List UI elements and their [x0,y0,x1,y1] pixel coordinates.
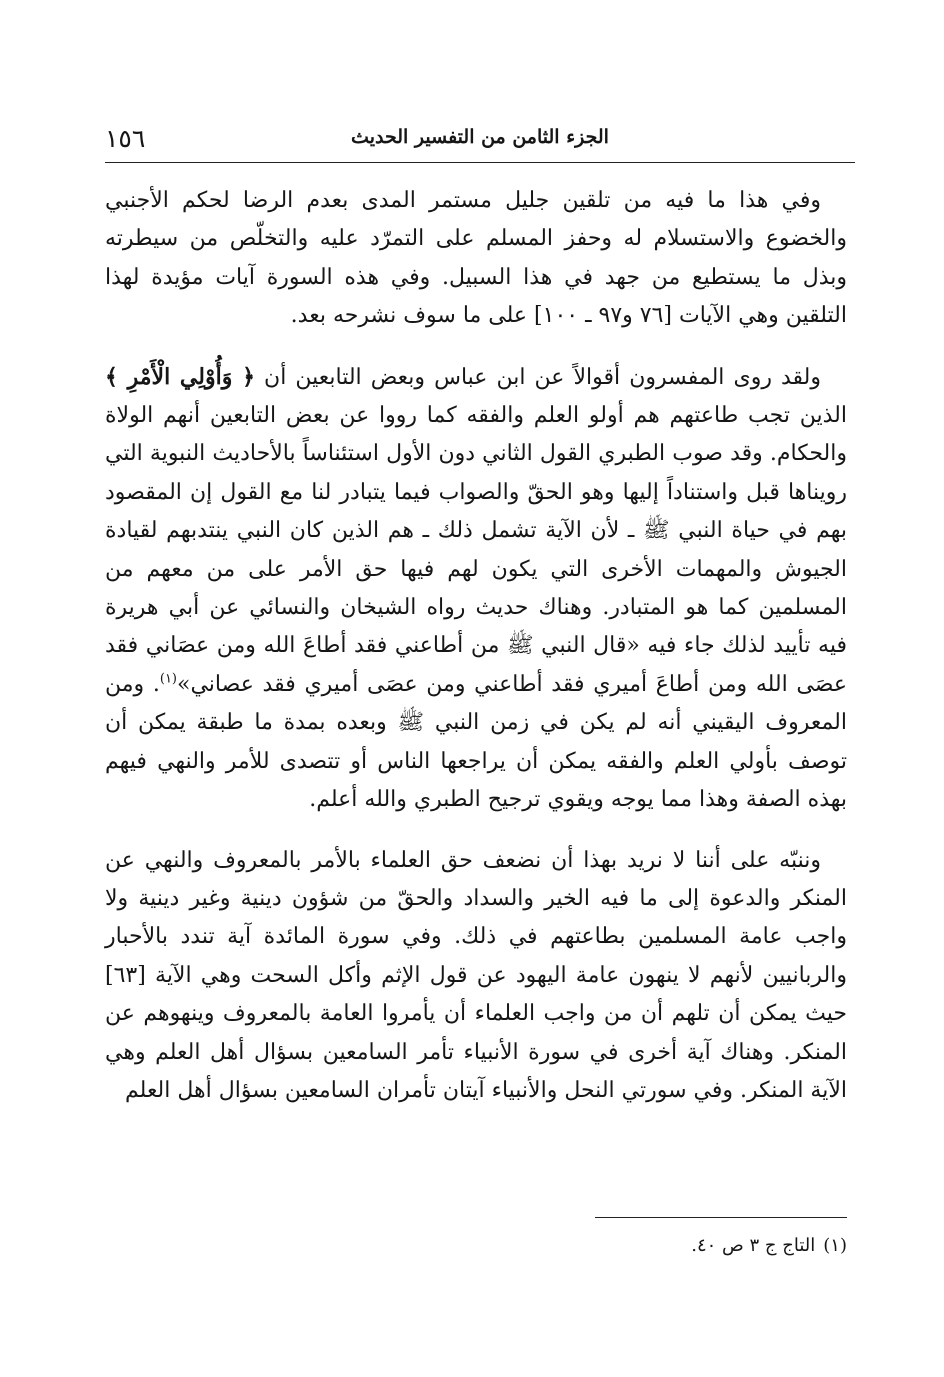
paragraph-2-part-2: الذين تجب طاعتهم هم أولو العلم والفقه كما رووا عن بعض التابعين أنهم الولاة والحكام. وقد صوب الطبري القول الثاني دون الأول استئناساً بالأحاديث النبوية التي رويناها قبل واستناداً إليها وهو الحقّ والصواب فيما يتبادر لنا مع القول إن المقصود بهم في حياة النبي ﷺ ـ لأن الآية تشمل ذلك ـ هم الذين كان النبي ينتدبهم لقيادة الجيوش والمهمات الأخرى التي يكون لهم فيها حق الأمر على من معهم من المسلمين كما هو المتبادر. وهناك حديث رواه الشيخان والنسائي عن أبي هريرة فيه تأييد لذلك جاء فيه «قال النبي ﷺ من أطاعني فقد أطاعَ الله ومن عصَاني فقد عصَى الله ومن أطاعَ أميري فقد أطاعني ومن عصَى أميري فقد عصاني» [105,403,848,697]
main-text [105,182,847,1110]
page-header [105,120,855,164]
paragraph-2-part-1: ولقد روى المفسرون أقوالاً عن ابن عباس وبعض التابعين أن [264,364,822,390]
footnote-item [420,1232,847,1260]
paragraph-2 [105,358,847,820]
running-title: الجزء الثامن من التفسير الحديث [351,126,609,148]
footnotes [420,1232,847,1260]
paragraph-3: وننبّه على أننا لا نريد بهذا أن نضعف حق العلماء بالأمر بالمعروف والنهي عن المنكر والدعوة إلى ما فيه الخير والسداد والحقّ من شؤون دينية وغير دينية ولا واجب عامة المسلمين بطاعتهم في ذلك. وفي سورة المائدة آية تندد بالأحبار والربانيين لأنهم لا ينهون عامة اليهود عن قول الإثم وأكل السحت وهي الآية [٦٣] حيث يمكن أن تلهم أن من واجب العلماء أن يأمروا العامة بالمعروف وينهوهم عن المنكر. وهناك آية أخرى في سورة الأنبياء تأمر السامعين بسؤال أهل العلم وهي الآية المنكر. وفي سورتي النحل والأنبياء آيتان تأمران السامعين بسؤال أهل العلم [105,847,847,1103]
paragraph-1: وفي هذا ما فيه من تلقين جليل مستمر المدى بعدم الرضا لحكم الأجنبي والخضوع والاستسلام له وحفز المسلم على التمرّد عليه والتخلّص من سيطرته وبذل ما يستطيع من جهد في هذا السبيل. وفي هذه السورة آيات مؤيدة لهذا التلقين وهي الآيات [٧٦ و٩٧ ـ ١٠٠] على ما سوف نشرحه بعد. [105,188,847,329]
header-rule [105,162,855,163]
paragraph-2-part-3: . ومن المعروف اليقيني أنه لم يكن في زمن النبي ﷺ وبعده بمدة ما طبقة يمكن أن توصف بأولي العلم والفقه يمكن أن يراجعها الناس أو تتصدى للأمر والنهي فيهم بهذه الصفة وهذا مما يوجه ويقوي ترجيح الطبري والله أعلم. [105,671,847,813]
footnote-separator [595,1217,847,1218]
quran-quote: ﴿ وَأُوْلِي الْأَمْرِ ﴾ [105,363,255,390]
footnote-reference: (١) [159,671,177,687]
page-number: ١٥٦ [105,124,146,153]
footnote-text: التاج ج ٣ ص ٤٠. [691,1235,816,1256]
footnote-number: (١) [823,1235,847,1256]
